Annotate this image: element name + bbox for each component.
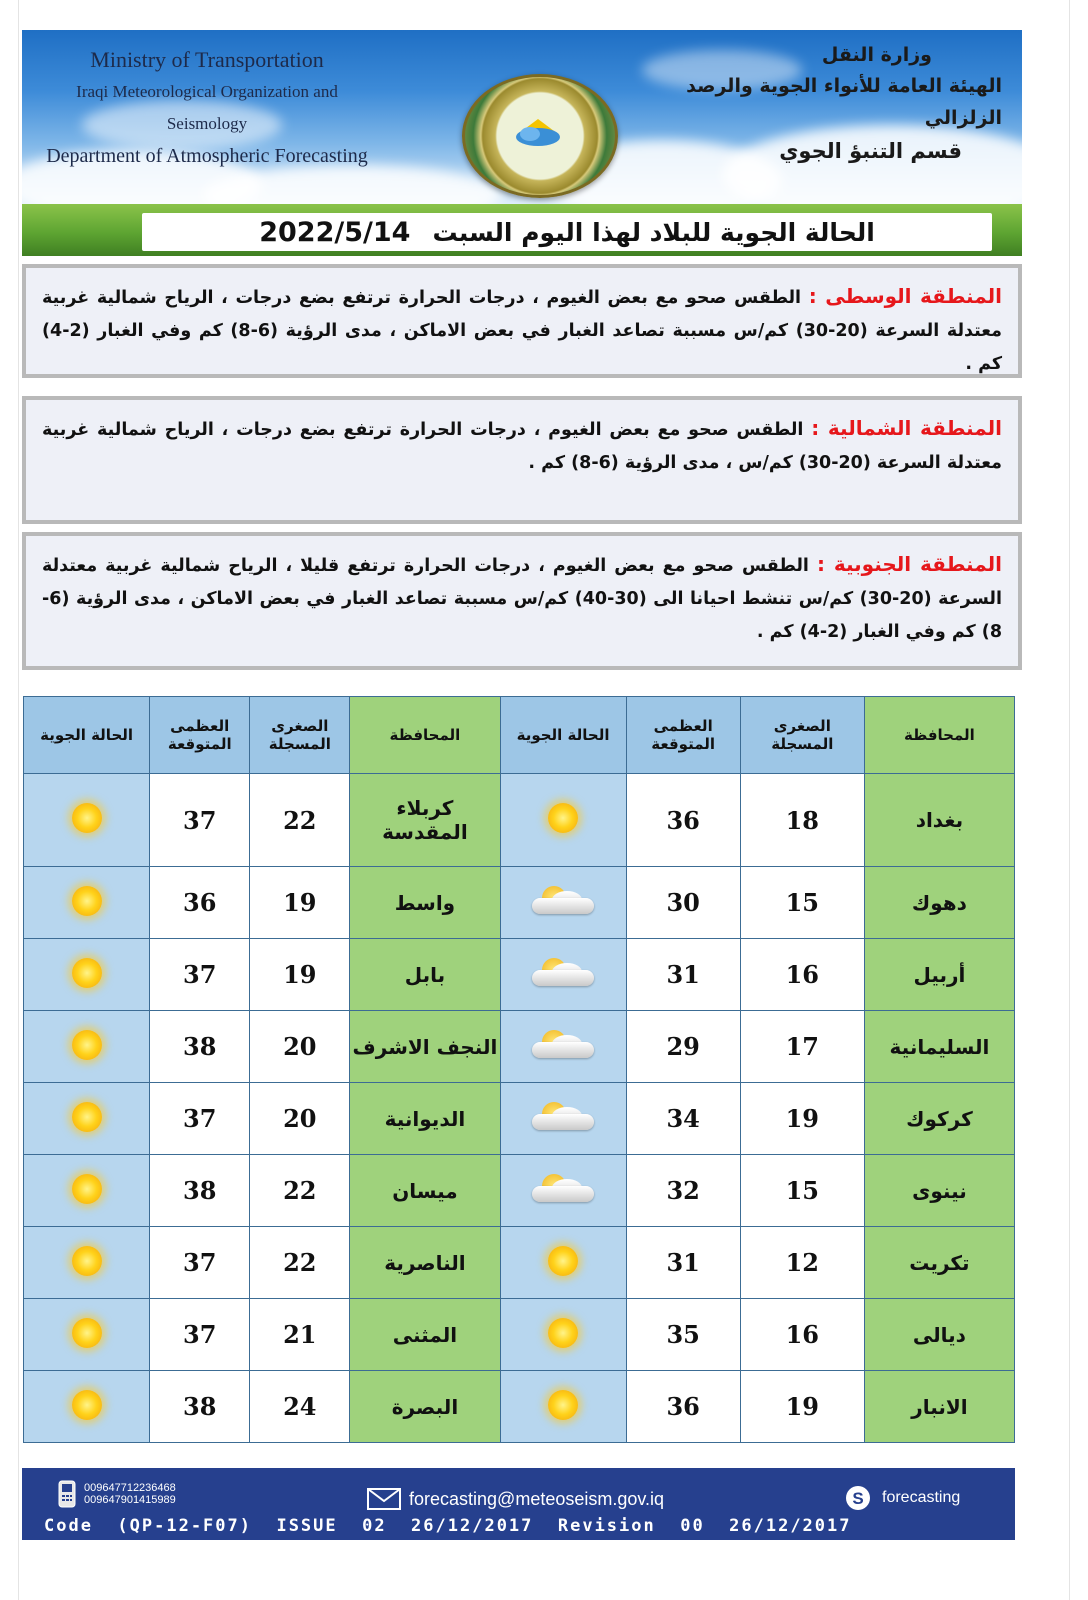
condition-cell: [24, 1155, 150, 1227]
min-temp-cell: 19: [250, 867, 350, 939]
envelope-icon: [367, 1488, 401, 1510]
max-temp-cell: 37: [150, 939, 250, 1011]
table-row: [24, 939, 1015, 1011]
department-name-ar: قسم التنبؤ الجوي: [779, 139, 962, 163]
governorate-cell: واسط: [350, 867, 500, 939]
min-temp-cell: 21: [250, 1299, 350, 1371]
governorate-cell: ميسان: [350, 1155, 500, 1227]
governorate-cell: نينوى: [864, 1155, 1014, 1227]
document-code-line: Code (QP-12-F07) ISSUE 02 26/12/2017 Revision 00 26/12/2017: [44, 1516, 852, 1536]
table-row: [24, 1227, 1015, 1299]
max-temp-cell: 38: [150, 1371, 250, 1443]
governorate-cell: ديالى: [864, 1299, 1014, 1371]
condition-cell: [500, 1083, 626, 1155]
condition-cell: [24, 1227, 150, 1299]
region-name: المنطقة الوسطى :: [808, 284, 1002, 308]
condition-cell: [24, 1299, 150, 1371]
table-header-row: [24, 697, 1015, 774]
sun-icon: [72, 886, 102, 916]
max-temp-cell: 34: [626, 1083, 740, 1155]
partly-cloudy-icon: [528, 1028, 598, 1062]
organization-name-en: Iraqi Meteorological Organization and Seismology: [76, 82, 338, 133]
header-arabic: [672, 40, 1002, 168]
min-temp-cell: 12: [740, 1227, 864, 1299]
governorate-cell: المثنى: [350, 1299, 500, 1371]
min-temp-cell: 16: [740, 1299, 864, 1371]
governorate-cell: دهوك: [864, 867, 1014, 939]
min-temp-cell: 18: [740, 774, 864, 867]
governorate-cell: الديوانية: [350, 1083, 500, 1155]
region-name: المنطقة الجنوبية :: [816, 552, 1002, 576]
partly-cloudy-icon: [528, 1100, 598, 1134]
max-temp-cell: 37: [150, 1083, 250, 1155]
min-temp-cell: 15: [740, 867, 864, 939]
condition-cell: [24, 1083, 150, 1155]
min-temp-cell: 22: [250, 1155, 350, 1227]
condition-cell: [500, 1011, 626, 1083]
organization-name-ar: الهيئة العامة للأنواء الجوية والرصد الزلزالي: [686, 75, 1002, 129]
title-bar: [22, 204, 1022, 256]
table-row: [24, 1011, 1015, 1083]
region-text: الطقس صحو مع بعض الغيوم ، درجات الحرارة ترتفع قليلا ، الرياح شمالية غربية معتدلة السرعة (20-30) كم/س تنشط احيانا الى (30-40) كم/س مسببة تصاعد الغبار في بعض الاماكن ، مدى الرؤية (6-8) كم وفي الغبار (2-4) كم .: [42, 556, 1002, 642]
condition-cell: [24, 1011, 150, 1083]
title-box: [142, 213, 992, 251]
sun-icon: [72, 1174, 102, 1204]
governorate-cell: السليمانية: [864, 1011, 1014, 1083]
table-body: [24, 774, 1015, 1443]
sun-icon: [72, 1318, 102, 1348]
min-temp-cell: 19: [740, 1083, 864, 1155]
governorate-cell: الانبار: [864, 1371, 1014, 1443]
table-row: [24, 1299, 1015, 1371]
col-header-governorate: المحافظة: [350, 697, 500, 774]
region-forecast-central: [22, 264, 1022, 378]
col-header-condition: الحالة الجوية: [24, 697, 150, 774]
max-temp-cell: 32: [626, 1155, 740, 1227]
col-header-condition: الحالة الجوية: [500, 697, 626, 774]
min-temp-cell: 20: [250, 1083, 350, 1155]
condition-cell: [24, 1371, 150, 1443]
table-row: [24, 1155, 1015, 1227]
region-name: المنطقة الشمالية :: [811, 416, 1002, 440]
sun-icon: [72, 1102, 102, 1132]
svg-text:S: S: [852, 1489, 864, 1508]
col-header-max: العظمى المتوقعة: [150, 697, 250, 774]
logo-cloud-icon: [512, 117, 564, 147]
sun-icon: [72, 1246, 102, 1276]
table-row: [24, 774, 1015, 867]
col-header-min: الصغرى المسجلة: [740, 697, 864, 774]
condition-cell: [500, 939, 626, 1011]
governorate-cell: أربيل: [864, 939, 1014, 1011]
governorate-cell: كركوك: [864, 1083, 1014, 1155]
sun-icon: [548, 1318, 578, 1348]
governorate-cell: بابل: [350, 939, 500, 1011]
min-temp-cell: 20: [250, 1011, 350, 1083]
skype-name[interactable]: forecasting: [882, 1489, 961, 1506]
max-temp-cell: 38: [150, 1155, 250, 1227]
partly-cloudy-icon: [528, 1172, 598, 1206]
governorate-cell: الناصرية: [350, 1227, 500, 1299]
min-temp-cell: 17: [740, 1011, 864, 1083]
region-forecast-south: [22, 532, 1022, 670]
governorate-weather-table: [23, 696, 1015, 1443]
max-temp-cell: 29: [626, 1011, 740, 1083]
region-forecast-north: [22, 396, 1022, 524]
table-row: [24, 1371, 1015, 1443]
col-header-governorate: المحافظة: [864, 697, 1014, 774]
forecast-date: 2022/5/14: [259, 216, 411, 248]
condition-cell: [24, 867, 150, 939]
footer-bar: [22, 1468, 1015, 1540]
governorate-cell: كربلاء المقدسة: [350, 774, 500, 867]
partly-cloudy-icon: [528, 956, 598, 990]
condition-cell: [500, 867, 626, 939]
max-temp-cell: 38: [150, 1011, 250, 1083]
min-temp-cell: 19: [250, 939, 350, 1011]
condition-cell: [500, 1155, 626, 1227]
min-temp-cell: 15: [740, 1155, 864, 1227]
page-title: الحالة الجوية للبلاد لهذا اليوم السبت: [432, 217, 875, 247]
condition-cell: [24, 939, 150, 1011]
max-temp-cell: 37: [150, 774, 250, 867]
meteorological-organization-logo: [462, 74, 618, 198]
condition-cell: [24, 774, 150, 867]
skype-icon: [844, 1484, 872, 1512]
phone-number-2: 009647901415989: [84, 1494, 176, 1506]
ministry-name-en: Ministry of Transportation: [90, 47, 324, 72]
header-english: [42, 44, 372, 172]
partly-cloudy-icon: [528, 884, 598, 918]
max-temp-cell: 31: [626, 1227, 740, 1299]
min-temp-cell: 22: [250, 1227, 350, 1299]
governorate-cell: البصرة: [350, 1371, 500, 1443]
sun-icon: [72, 1030, 102, 1060]
sun-icon: [548, 1390, 578, 1420]
min-temp-cell: 22: [250, 774, 350, 867]
max-temp-cell: 37: [150, 1227, 250, 1299]
region-text: الطقس صحو مع بعض الغيوم ، درجات الحرارة ترتفع بضع درجات ، الرياح شمالية غربية معتدلة السرعة (20-30) كم/س ، مدى الرؤية (6-8) كم .: [42, 420, 1002, 473]
sun-icon: [72, 803, 102, 833]
condition-cell: [500, 774, 626, 867]
min-temp-cell: 24: [250, 1371, 350, 1443]
email-address[interactable]: forecasting@meteoseism.gov.iq: [409, 1488, 665, 1509]
governorate-cell: بغداد: [864, 774, 1014, 867]
max-temp-cell: 35: [626, 1299, 740, 1371]
max-temp-cell: 36: [626, 774, 740, 867]
governorate-cell: النجف الاشرف: [350, 1011, 500, 1083]
sun-icon: [548, 1246, 578, 1276]
max-temp-cell: 36: [150, 867, 250, 939]
sun-icon: [72, 958, 102, 988]
col-header-max: العظمى المتوقعة: [626, 697, 740, 774]
max-temp-cell: 31: [626, 939, 740, 1011]
max-temp-cell: 36: [626, 1371, 740, 1443]
min-temp-cell: 19: [740, 1371, 864, 1443]
sun-icon: [72, 1390, 102, 1420]
header-banner: [22, 30, 1022, 204]
phone-number-1: 009647712236468: [84, 1482, 176, 1494]
table-row: [24, 867, 1015, 939]
ministry-name-ar: وزارة النقل: [821, 44, 932, 66]
footer-skype[interactable]: [844, 1484, 960, 1512]
region-text: الطقس صحو مع بعض الغيوم ، درجات الحرارة ترتفع بضع درجات ، الرياح شمالية غربية معتدلة السرعة (20-30) كم/س مسببة تصاعد الغبار في بعض الاماكن ، مدى الرؤية (6-8) كم وفي الغبار (2-4) كم .: [42, 288, 1002, 374]
table-row: [24, 1083, 1015, 1155]
sun-icon: [548, 803, 578, 833]
condition-cell: [500, 1371, 626, 1443]
department-name-en: Department of Atmospheric Forecasting: [46, 145, 368, 167]
governorate-cell: تكريت: [864, 1227, 1014, 1299]
min-temp-cell: 16: [740, 939, 864, 1011]
max-temp-cell: 30: [626, 867, 740, 939]
footer-email[interactable]: [367, 1488, 664, 1510]
col-header-min: الصغرى المسجلة: [250, 697, 350, 774]
mobile-phone-icon: [58, 1480, 76, 1508]
footer-phone: [58, 1480, 176, 1508]
condition-cell: [500, 1299, 626, 1371]
condition-cell: [500, 1227, 626, 1299]
max-temp-cell: 37: [150, 1299, 250, 1371]
